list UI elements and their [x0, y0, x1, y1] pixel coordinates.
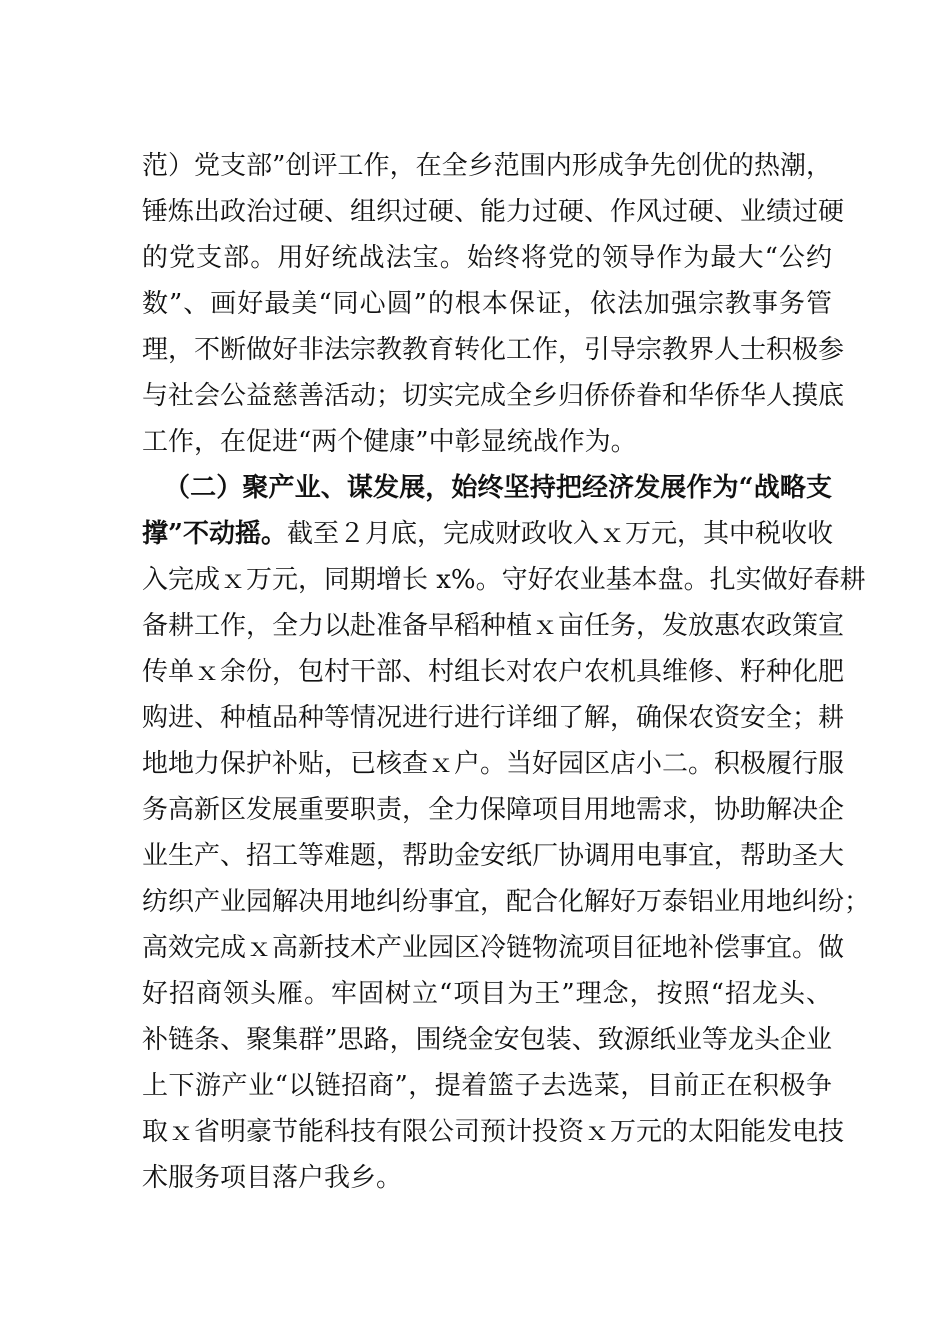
- text-line: 取ｘ省明豪节能科技有限公司预计投资ｘ万元的太阳能发电技: [142, 1117, 845, 1147]
- text-line: 与社会公益慈善活动；切实完成全乡归侨侨眷和华侨华人摸底: [142, 381, 845, 411]
- text-line: 好招商领头雁。牢固树立“项目为王”理念，按照“招龙头、: [142, 979, 832, 1009]
- text-line: 数”、画好最美“同心圆”的根本保证，依法加强宗教事务管: [142, 289, 832, 319]
- text-line: 的党支部。用好统战法宝。始终将党的领导作为最大“公约: [142, 243, 832, 273]
- text-line: 高效完成ｘ高新技术产业园区冷链物流项目征地补偿事宜。做: [142, 933, 845, 963]
- text-line: 上下游产业“以链招商”，提着篮子去选菜，目前正在积极争: [142, 1071, 832, 1101]
- text-line: 务高新区发展重要职责，全力保障项目用地需求，协助解决企: [142, 795, 845, 825]
- section-heading: （二）聚产业、谋发展，始终坚持把经济发展作为“战略支: [164, 473, 832, 503]
- text-line: 购进、种植品种等情况进行进行详细了解，确保农资安全；耕: [142, 703, 845, 733]
- text-line: 锤炼出政治过硬、组织过硬、能力过硬、作风过硬、业绩过硬: [142, 197, 845, 227]
- text-line: 入完成ｘ万元，同期增长 x%。守好农业基本盘。扎实做好春耕: [142, 565, 866, 595]
- section-heading-end: 撑”不动摇。: [142, 519, 287, 549]
- text-line: 纺织产业园解决用地纠纷事宜，配合化解好万泰铝业用地纠纷；: [142, 887, 871, 917]
- text-line: 业生产、招工等难题，帮助金安纸厂协调用电事宜，帮助圣大: [142, 841, 845, 871]
- text-line: 术服务项目落户我乡。: [142, 1163, 403, 1193]
- text-span: 截至２月底，完成财政收入ｘ万元，其中税收收: [286, 519, 833, 549]
- text-line: 工作，在促进“两个健康”中彰显统战作为。: [142, 427, 637, 457]
- text-line: 传单ｘ余份，包村干部、村组长对农户农机具维修、籽种化肥: [142, 657, 845, 687]
- text-line: [142, 514, 832, 554]
- text-line: 备耕工作，全力以赴准备早稻种植ｘ亩任务，发放惠农政策宣: [142, 611, 845, 641]
- text-line: 补链条、聚集群”思路，围绕金安包装、致源纸业等龙头企业: [142, 1025, 832, 1055]
- text-line: 地地力保护补贴，已核查ｘ户。当好园区店小二。积极履行服: [142, 749, 845, 779]
- text-line: 范）党支部”创评工作，在全乡范围内形成争先创优的热潮，: [142, 151, 832, 181]
- text-line: 理，不断做好非法宗教教育转化工作，引导宗教界人士积极参: [142, 335, 845, 365]
